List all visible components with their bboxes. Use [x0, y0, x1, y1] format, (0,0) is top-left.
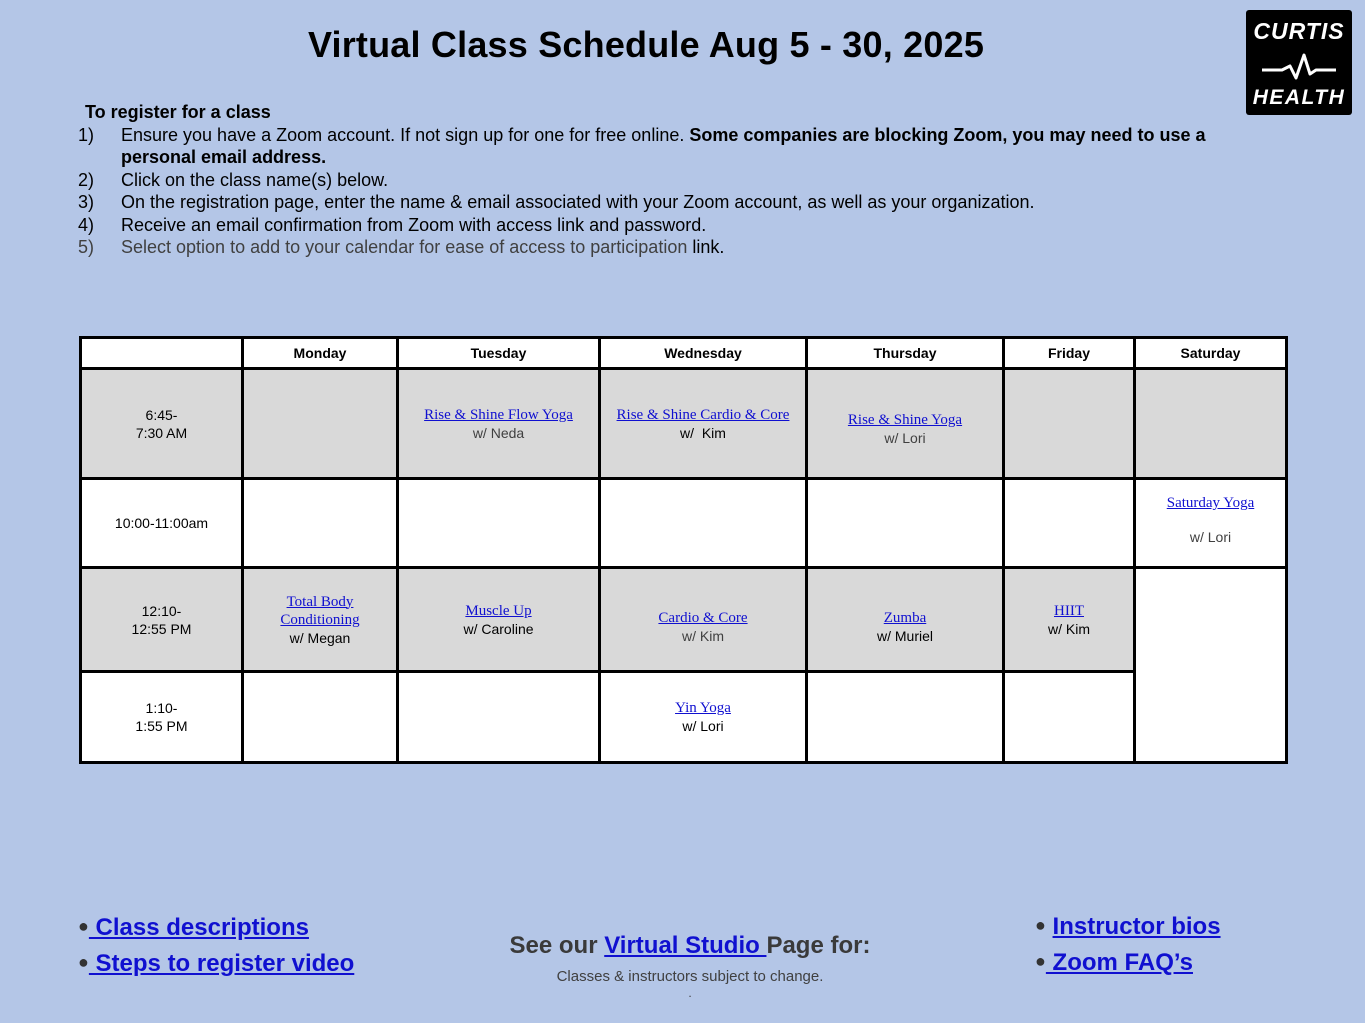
schedule-table [79, 336, 1288, 764]
empty-cell [807, 672, 1004, 763]
bullet-icon: ● [1035, 915, 1046, 935]
class-cell [600, 672, 807, 763]
empty-cell [1004, 672, 1135, 763]
corner-cell [81, 338, 243, 369]
row-noon [81, 568, 1287, 672]
class-link-total-body-conditioning[interactable]: Total Body Conditioning [280, 593, 360, 628]
change-note: Classes & instructors subject to change. [556, 968, 824, 985]
time-cell: 6:45- 7:30 AM [81, 369, 243, 479]
empty-cell [243, 672, 398, 763]
class-link-cardio-core[interactable]: Cardio & Core [658, 609, 748, 626]
list-item [78, 950, 354, 986]
row-midmorning [81, 479, 1287, 568]
instructor: w/ Kim [680, 424, 726, 441]
day-tuesday: Tuesday [398, 338, 600, 369]
heartbeat-icon [1260, 52, 1338, 82]
empty-cell [1004, 369, 1135, 479]
empty-cell [807, 479, 1004, 568]
list-item [78, 914, 354, 950]
list-item [1035, 949, 1221, 985]
footer-left-links [78, 914, 354, 986]
registration-heading: To register for a class [85, 102, 271, 122]
instructor: w/ Kim [682, 627, 724, 644]
class-cell [600, 568, 807, 672]
logo-line2: HEALTH [1252, 86, 1346, 109]
time-cell: 1:10- 1:55 PM [81, 672, 243, 763]
day-saturday: Saturday [1135, 338, 1287, 369]
class-link-saturday-yoga[interactable]: Saturday Yoga [1166, 495, 1255, 511]
row-afternoon [81, 672, 1287, 763]
empty-cell [1004, 479, 1135, 568]
class-cell [807, 369, 1004, 479]
logo-line1: CURTIS [1253, 18, 1345, 44]
class-link-muscle-up[interactable]: Muscle Up [465, 602, 532, 619]
class-cell [398, 369, 600, 479]
empty-cell [398, 672, 600, 763]
step-2: 2) Click on the class name(s) below. [78, 169, 389, 190]
class-descriptions-link[interactable]: Class descriptions [88, 914, 309, 941]
empty-cell [600, 479, 807, 568]
step-1: 1) Ensure you have a Zoom account. If not sign up for one for free online. Some companies are blocking Zoom, you may need to use a personal email address. [78, 124, 1206, 167]
day-thursday: Thursday [807, 338, 1004, 369]
instructor-bios-link[interactable]: Instructor bios [1052, 913, 1221, 940]
trailing-dot: . [688, 986, 692, 1000]
class-link-rise-shine-flow-yoga[interactable]: Rise & Shine Flow Yoga [424, 406, 573, 423]
step-5: 5) Select option to add to your calendar for ease of access to participation link. [78, 237, 725, 257]
day-monday: Monday [243, 338, 398, 369]
class-cell [398, 568, 600, 672]
empty-cell [1135, 568, 1287, 763]
virtual-studio-block: See our Virtual Studio Page for: Classes & instructors subject to change. . [430, 932, 950, 999]
virtual-studio-link[interactable]: Virtual Studio [604, 932, 767, 959]
class-cell [600, 369, 807, 479]
class-link-rise-shine-cardio-core[interactable]: Rise & Shine Cardio & Core [616, 406, 790, 423]
class-link-hiit[interactable]: HIIT [1054, 602, 1084, 619]
instructor: w/ Caroline [463, 620, 534, 637]
footer-right-links [1035, 913, 1221, 985]
time-cell: 10:00-11:00am [81, 479, 243, 568]
empty-cell [398, 479, 600, 568]
instructor: w/ Lori [682, 718, 724, 734]
class-link-rise-shine-yoga[interactable]: Rise & Shine Yoga [847, 411, 963, 428]
empty-cell [243, 479, 398, 568]
day-friday: Friday [1004, 338, 1135, 369]
day-wednesday: Wednesday [600, 338, 807, 369]
instructor: w/ Neda [472, 424, 525, 441]
class-cell [1135, 479, 1287, 568]
header-row [81, 338, 1287, 369]
class-link-zumba[interactable]: Zumba [883, 609, 927, 626]
class-cell [1004, 568, 1135, 672]
instructor: w/ Megan [289, 629, 351, 646]
class-cell [243, 568, 398, 672]
instructor: w/ Kim [1048, 620, 1090, 637]
class-cell [807, 568, 1004, 672]
empty-cell [243, 369, 398, 479]
registration-instructions [78, 101, 1238, 259]
list-item [1035, 913, 1221, 949]
curtis-health-logo [1246, 10, 1352, 115]
steps-to-register-video-link[interactable]: Steps to register video [88, 950, 355, 977]
page-title: Virtual Class Schedule Aug 5 - 30, 2025 [307, 24, 985, 65]
bullet-icon: ● [1035, 951, 1046, 971]
step-4: 4) Receive an email confirmation from Zoom with access link and password. [78, 214, 707, 235]
empty-cell [1135, 369, 1287, 479]
instructor: w/ Lori [884, 429, 926, 446]
row-morning [81, 369, 1287, 479]
class-link-yin-yoga[interactable]: Yin Yoga [675, 700, 731, 716]
time-cell: 12:10- 12:55 PM [81, 568, 243, 672]
instructor: w/ Muriel [876, 627, 933, 644]
step-3: 3) On the registration page, enter the name & email associated with your Zoom account, as well as your organization. [78, 192, 1035, 212]
bullet-icon: ● [78, 952, 89, 972]
bullet-icon: ● [78, 916, 89, 936]
instructor: w/ Lori [1189, 529, 1232, 545]
zoom-faq-link[interactable]: Zoom FAQ’s [1045, 949, 1193, 976]
